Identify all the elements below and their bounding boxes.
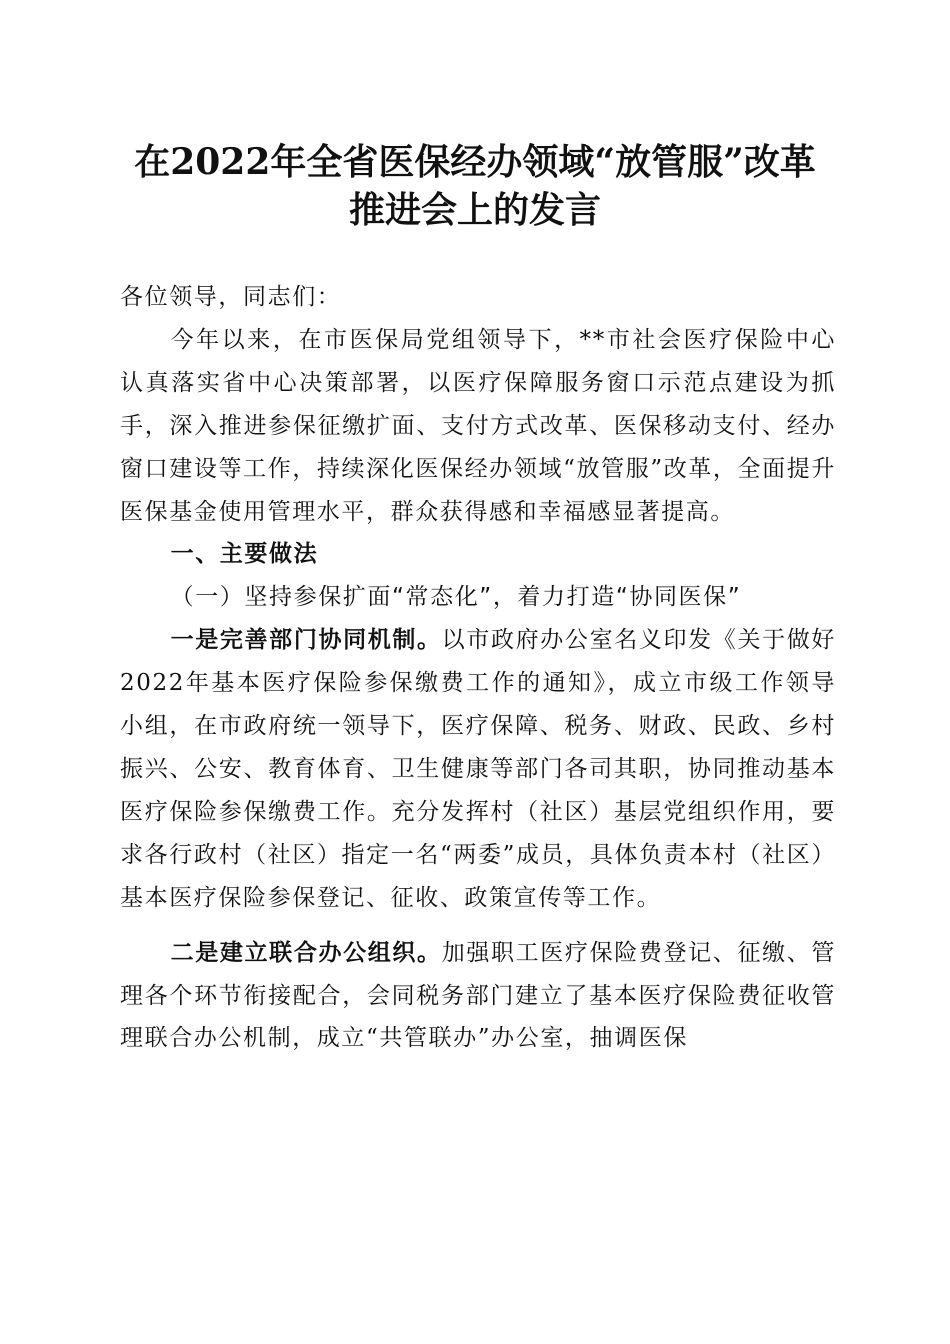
document-title-line-1: 在2022年全省医保经办领域“放管服”改革: [134, 141, 816, 183]
document-title-line-2: 推进会上的发言: [348, 189, 601, 231]
subsection-heading-1: （一）坚持参保扩面“常态化”，着力打造“协同医保”: [170, 584, 742, 611]
item-1-lead: 一是完善部门协同机制。: [170, 626, 442, 654]
salutation: 各位领导，同志们：: [120, 284, 342, 310]
item-2-body: 加强职工医疗保险费登记、征缴、管理各个环节衔接配合，会同税务部门建立了基本医疗保险费征收管理联合办公机制，成立“共管联办”办公室，抽调医保: [120, 939, 836, 1052]
item-2-paragraph: [120, 932, 836, 1061]
paragraph-gap: [120, 920, 836, 932]
intro-paragraph: 今年以来，在市医保局党组领导下，**市社会医疗保险中心认真落实省中心决策部署，以医疗保障服务窗口示范点建设为抓手，深入推进参保征缴扩面、支付方式改革、医保移动支付、经办窗口建设等工作，持续深化医保经办领域“放管服”改革，全面提升医保基金使用管理水平，群众获得感和幸福感显著提高。: [120, 326, 836, 525]
document-body: [120, 276, 836, 1060]
item-1-body: 以市政府办公室名义印发《关于做好2022年基本医疗保险参保缴费工作的通知》，成立市级工作领导小组，在市政府统一领导下，医疗保障、税务、财政、民政、乡村振兴、公安、教育体育、卫生健康等部门各司其职，协同推动基本医疗保险参保缴费工作。充分发挥村（社区）基层党组织作用，要求各行政村（社区）指定一名“两委”成员，具体负责本村（社区）基本医疗保险参保登记、征收、政策宣传等工作。: [120, 627, 836, 911]
item-1-paragraph: [120, 619, 836, 919]
item-2-lead: 二是建立联合办公组织。: [170, 938, 442, 966]
section-heading-main-practices: 一、主要做法: [170, 541, 319, 568]
